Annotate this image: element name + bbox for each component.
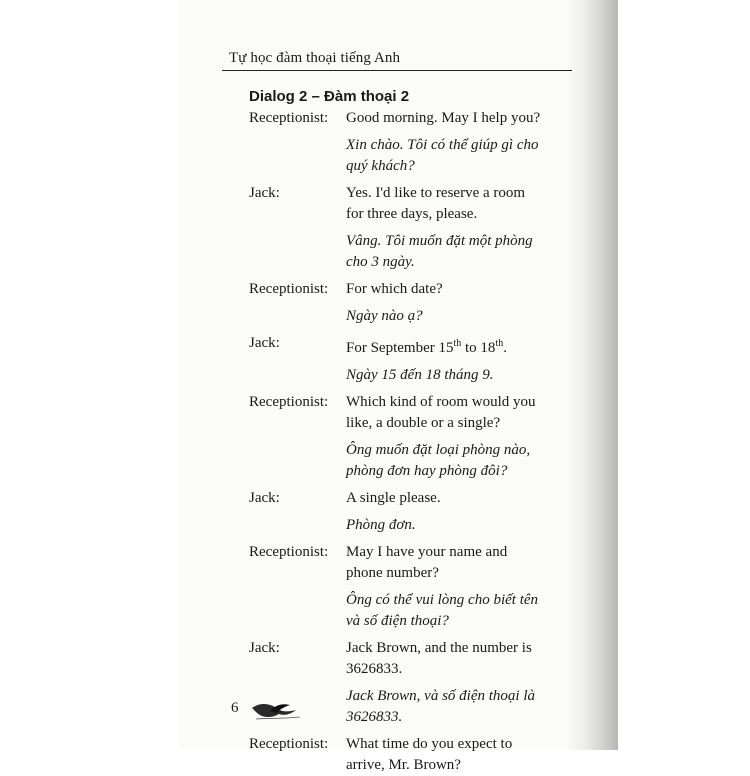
english-line: For September 15th to 18th.: [346, 338, 507, 356]
bird-ornament-icon: [250, 699, 304, 723]
vietnamese-line: Ông muốn đặt loại phòng nào,: [346, 442, 531, 458]
utterance: [346, 108, 574, 177]
vietnamese-line: 3626833.: [346, 709, 403, 725]
speaker-label: Jack:: [249, 490, 280, 506]
english-line: A single please.: [346, 490, 441, 506]
running-header: Tự học đàm thoại tiếng Anh: [229, 50, 401, 66]
utterance: [346, 279, 574, 327]
english-line: arrive, Mr. Brown?: [346, 757, 461, 773]
vietnamese-line: Ngày 15 đến 18 tháng 9.: [346, 367, 494, 383]
page-number: 6: [231, 700, 239, 716]
dialog-body: [249, 108, 575, 776]
speaker-label: Jack:: [249, 640, 280, 656]
ordinal-suffix: th: [453, 338, 462, 349]
speaker-label: Receptionist:: [249, 544, 329, 560]
english-line: like, a double or a single?: [346, 415, 501, 431]
dialog-turn: [249, 108, 575, 177]
dialog-turn: [249, 488, 575, 536]
english-line: Good morning. May I help you?: [346, 110, 541, 126]
vietnamese-line: phòng đơn hay phòng đôi?: [346, 463, 508, 479]
english-line: 3626833.: [346, 661, 403, 677]
dialog-turn: [249, 183, 575, 273]
vietnamese-line: cho 3 ngày.: [346, 254, 415, 270]
english-line: May I have your name and: [346, 544, 508, 560]
utterance: [346, 638, 574, 728]
english-line: Which kind of room would you: [346, 394, 536, 410]
speaker-label: Receptionist:: [249, 110, 329, 126]
speaker-label: Receptionist:: [249, 736, 329, 752]
dialog-title: Dialog 2 – Đàm thoại 2: [249, 88, 410, 105]
utterance: [346, 333, 574, 386]
vietnamese-line: Vâng. Tôi muốn đặt một phòng: [346, 233, 533, 249]
speaker-label: Receptionist:: [249, 281, 329, 297]
utterance: [346, 734, 574, 776]
english-line: For which date?: [346, 281, 443, 297]
english-line: for three days, please.: [346, 206, 478, 222]
speaker-label: Jack:: [249, 185, 280, 201]
vietnamese-line: Phòng đơn.: [346, 517, 416, 533]
speaker-label: Jack:: [249, 335, 280, 351]
utterance: [346, 392, 574, 482]
dialog-turn: [249, 734, 575, 776]
header-rule: [222, 70, 572, 71]
english-line: Jack Brown, and the number is: [346, 640, 532, 656]
speaker-label: Receptionist:: [249, 394, 329, 410]
dialog-turn: [249, 333, 575, 386]
utterance: [346, 183, 574, 273]
vietnamese-line: Ông có thể vui lòng cho biết tên: [346, 592, 539, 608]
vietnamese-line: Ngày nào ạ?: [346, 308, 423, 324]
dialog-turn: [249, 279, 575, 327]
vietnamese-line: Jack Brown, và số điện thoại là: [346, 688, 535, 704]
vietnamese-line: Xin chào. Tôi có thể giúp gì cho: [346, 137, 539, 153]
vietnamese-line: và số điện thoại?: [346, 613, 449, 629]
ordinal-suffix: th: [495, 338, 504, 349]
english-line: phone number?: [346, 565, 439, 581]
utterance: [346, 542, 574, 632]
utterance: [346, 488, 574, 536]
vietnamese-line: quý khách?: [346, 158, 415, 174]
dialog-turn: [249, 542, 575, 632]
english-line: Yes. I'd like to reserve a room: [346, 185, 526, 201]
dialog-turn: [249, 392, 575, 482]
english-line: What time do you expect to: [346, 736, 513, 752]
